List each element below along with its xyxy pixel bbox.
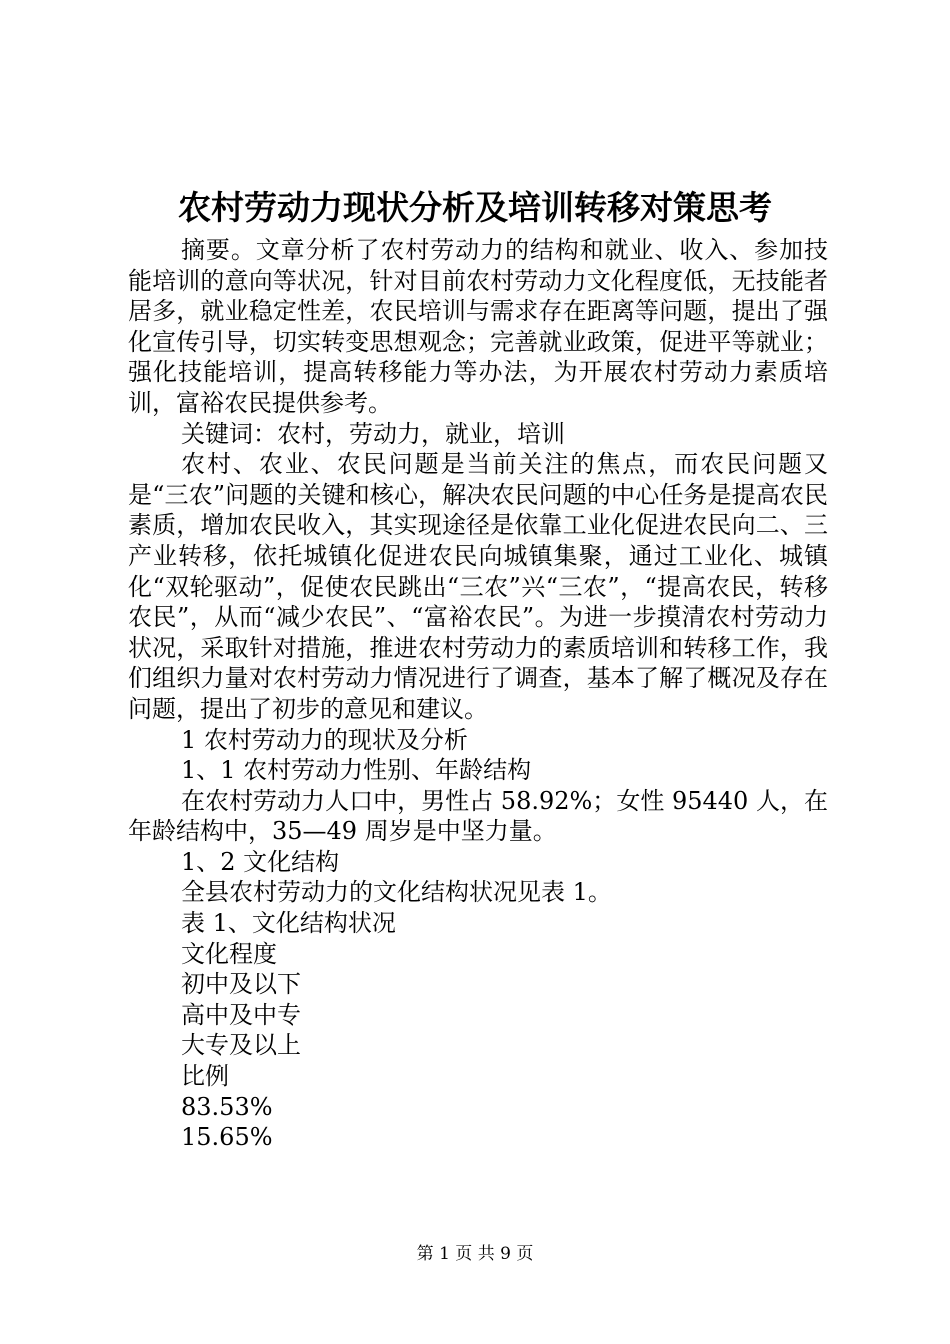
subsection-heading: 1、1 农村劳动力性别、年龄结构 <box>181 756 532 785</box>
intro-paragraph: 农村、农业、农民问题是当前关注的焦点，而农民问题又是“三农”问题的关键和核心，解决农民问题的中心任务是提高农民素质，增加农民收入，其实现途径是依靠工业化促进农民向二、三产业转移，依托城镇化促进农民向城镇集聚，通过工业化、城镇化“双轮驱动”，促使农民跳出“三农”兴“三农”，“提高农民，转移农民”，从而“减少农民”、“富裕农民”。为进一步摸清农村劳动力状况，采取针对措施，推进农村劳动力的素质培训和转移工作，我们组织力量对农村劳动力情况进行了调查，基本了解了概况及存在问题，提出了初步的意见和建议。 <box>128 450 828 723</box>
gender-age-paragraph: 在农村劳动力人口中，男性占 58.92%；女性 95440 人，在年龄结构中，35—49 周岁是中坚力量。 <box>128 786 828 846</box>
abstract-paragraph: 摘要。文章分析了农村劳动力的结构和就业、收入、参加技能培训的意向等状况，针对目前农村劳动力文化程度低，无技能者居多，就业稳定性差，农民培训与需求存在距离等问题，提出了强化宣传引导，切实转变思想观念；完善就业政策，促进平等就业；强化技能培训，提高转移能力等办法，为开展农村劳动力素质培训，富裕农民提供参考。 <box>128 236 828 417</box>
table-cell: 高中及中专 <box>181 1000 301 1029</box>
keywords-line: 关键词：农村，劳动力，就业，培训 <box>181 419 565 448</box>
table-cell: 83.53% <box>181 1092 273 1121</box>
table-cell: 文化程度 <box>181 939 277 968</box>
page-footer: 第 1 页 共 9 页 <box>416 1244 534 1264</box>
document-title: 农村劳动力现状分析及培训转移对策思考 <box>178 188 772 227</box>
document-body <box>128 235 828 1153</box>
table-cell: 初中及以下 <box>181 970 301 999</box>
education-paragraph: 全县农村劳动力的文化结构状况见表 1。 <box>181 878 612 907</box>
table-cell: 15.65% <box>181 1123 273 1152</box>
section-heading: 1 农村劳动力的现状及分析 <box>181 725 468 754</box>
table-cell: 比例 <box>181 1062 229 1091</box>
subsection-heading: 1、2 文化结构 <box>181 847 340 876</box>
table-caption: 表 1、文化结构状况 <box>181 909 396 938</box>
table-cell: 大专及以上 <box>181 1031 301 1060</box>
